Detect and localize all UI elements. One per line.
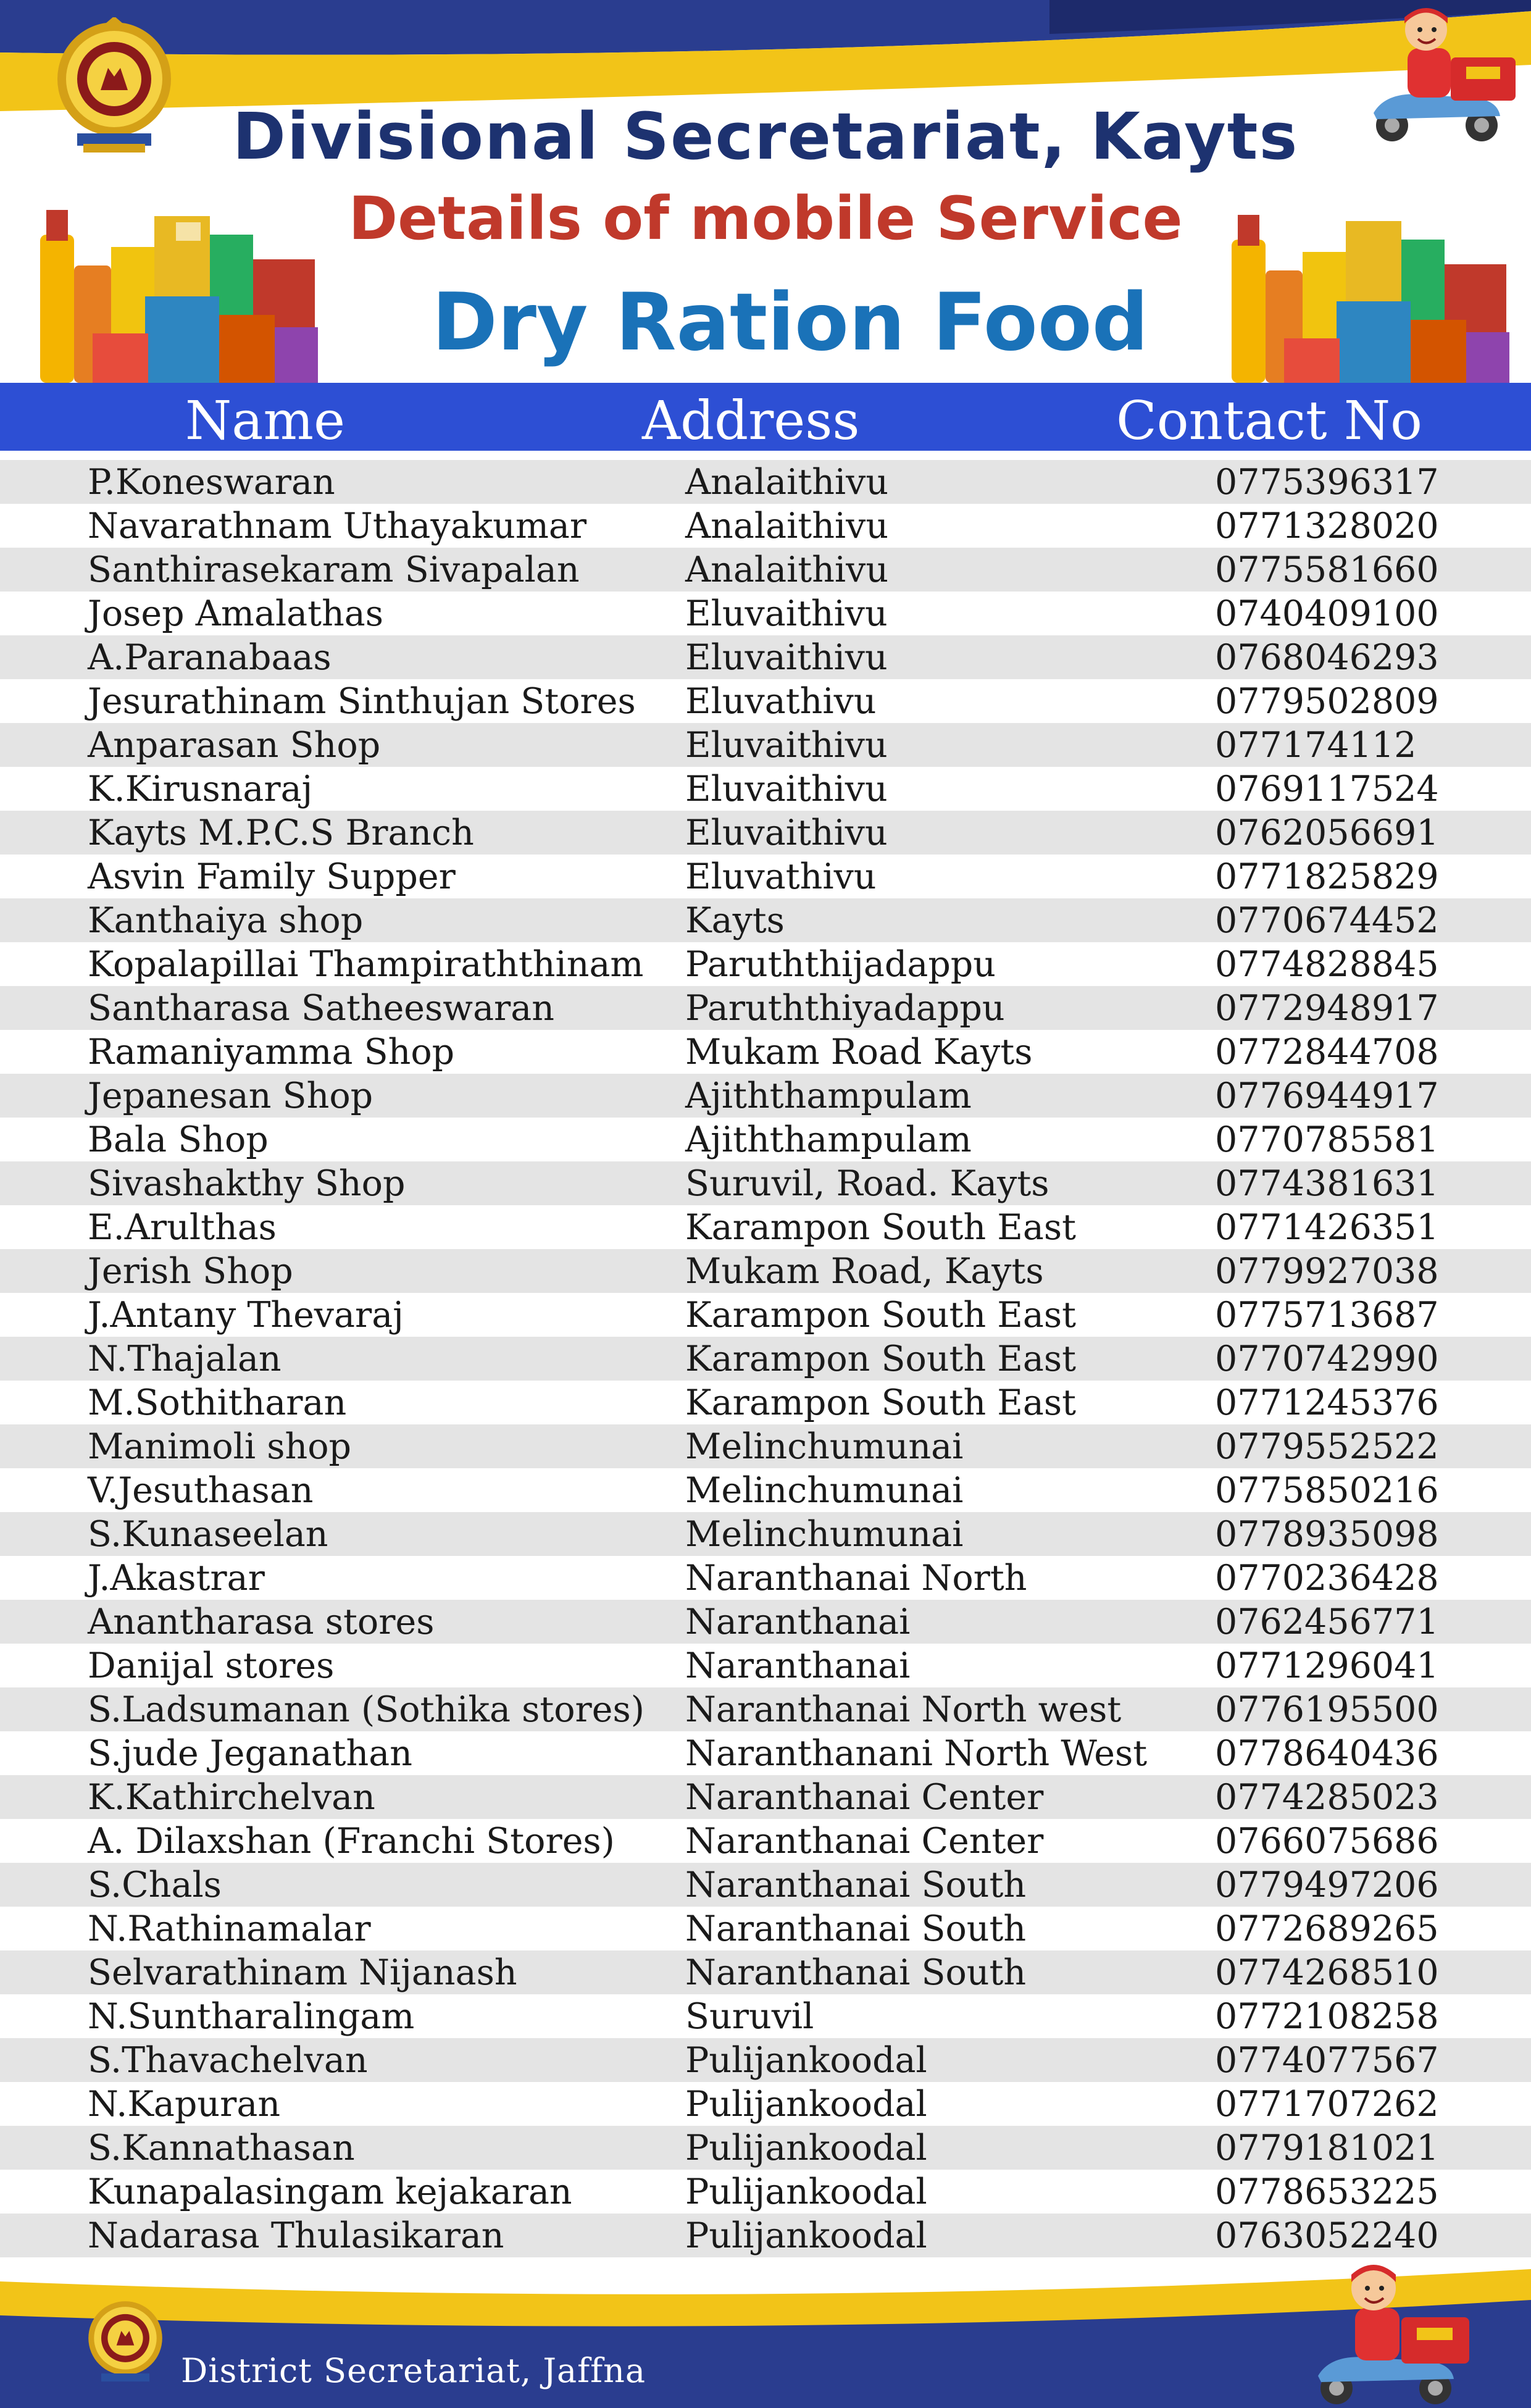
page-title: Divisional Secretariat, Kayts	[232, 99, 1299, 174]
table-row	[0, 2082, 1531, 2126]
cell-contact: 0772689265	[1215, 1908, 1439, 1949]
cell-address: Paruththijadappu	[685, 944, 996, 985]
cell-address: Ajiththampulam	[685, 1119, 972, 1160]
cell-contact: 0771245376	[1215, 1382, 1439, 1423]
cell-address: Naranthanai Center	[685, 1777, 1044, 1818]
table-row	[0, 460, 1531, 504]
cell-name: Sivashakthy Shop	[88, 1163, 406, 1204]
cell-name: Kunapalasingam kejakaran	[88, 2172, 572, 2212]
cell-address: Eluvathivu	[685, 681, 877, 722]
cell-address: Karampon South East	[685, 1207, 1077, 1248]
cell-address: Analaithivu	[685, 506, 889, 546]
cell-name: Bala Shop	[88, 1119, 269, 1160]
cell-contact: 0769117524	[1215, 769, 1439, 809]
cell-contact: 0740409100	[1215, 593, 1439, 634]
sri-lanka-emblem-icon	[85, 2297, 165, 2389]
cell-name: S.Chals	[88, 1865, 222, 1905]
cell-contact: 0779552522	[1215, 1426, 1439, 1467]
table-row	[0, 1950, 1531, 1994]
cell-contact: 0771328020	[1215, 506, 1439, 546]
cell-name: Nadarasa Thulasikaran	[88, 2215, 504, 2256]
shop-list	[0, 460, 1531, 2257]
cell-address: Naranthanai Center	[685, 1821, 1044, 1862]
table-row	[0, 898, 1531, 942]
cell-contact: 0779502809	[1215, 681, 1439, 722]
cell-contact: 0775581660	[1215, 550, 1439, 590]
cell-contact: 0772844708	[1215, 1032, 1439, 1072]
cell-address: Eluvaithivu	[685, 593, 888, 634]
table-row	[0, 811, 1531, 855]
cell-name: Manimoli shop	[88, 1426, 351, 1467]
cell-name: K.Kirusnaraj	[88, 769, 313, 809]
cell-name: Asvin Family Supper	[88, 856, 456, 897]
cell-contact: 0774077567	[1215, 2040, 1439, 2081]
table-row	[0, 2214, 1531, 2257]
cell-address: Naranthanai South	[685, 1952, 1027, 1993]
cell-address: Naranthanai	[685, 1602, 911, 1642]
table-row	[0, 767, 1531, 811]
page-subtitle: Details of mobile Service	[348, 184, 1183, 253]
cell-contact: 077174112	[1215, 725, 1417, 766]
cell-contact: 0775713687	[1215, 1295, 1439, 1336]
table-row	[0, 942, 1531, 986]
cell-name: S.Ladsumanan (Sothika stores)	[88, 1689, 645, 1730]
table-row	[0, 1907, 1531, 1950]
cell-name: Josep Amalathas	[88, 593, 384, 634]
cell-address: Karampon South East	[685, 1382, 1077, 1423]
cell-contact: 0778935098	[1215, 1514, 1439, 1555]
cell-name: S.Kannathasan	[88, 2128, 355, 2168]
cell-name: Kayts M.P.C.S Branch	[88, 813, 474, 853]
table-row	[0, 723, 1531, 767]
cell-address: Eluvathivu	[685, 856, 877, 897]
cell-name: Anantharasa stores	[88, 1602, 435, 1642]
cell-contact: 0772948917	[1215, 988, 1439, 1029]
cell-address: Pulijankoodal	[685, 2215, 927, 2256]
table-row	[0, 1030, 1531, 1074]
cell-contact: 0775396317	[1215, 462, 1439, 503]
cell-name: M.Sothitharan	[88, 1382, 347, 1423]
cell-address: Melinchumunai	[685, 1470, 964, 1511]
cell-address: Pulijankoodal	[685, 2040, 927, 2081]
table-row	[0, 1644, 1531, 1687]
cell-contact: 0762456771	[1215, 1602, 1439, 1642]
table-row	[0, 1687, 1531, 1731]
cell-name: Anparasan Shop	[88, 725, 381, 766]
cell-contact: 0771825829	[1215, 856, 1439, 897]
cell-contact: 0778640436	[1215, 1733, 1439, 1774]
table-row	[0, 1731, 1531, 1775]
cell-contact: 0771296041	[1215, 1645, 1439, 1686]
cell-address: Mukam Road Kayts	[685, 1032, 1033, 1072]
cell-address: Ajiththampulam	[685, 1076, 972, 1116]
table-row	[0, 548, 1531, 592]
cell-address: Pulijankoodal	[685, 2172, 927, 2212]
food-delivery-scooter-icon	[1293, 2259, 1479, 2407]
cell-contact: 0775850216	[1215, 1470, 1439, 1511]
table-row	[0, 1381, 1531, 1424]
cell-contact: 0776195500	[1215, 1689, 1439, 1730]
cell-contact: 0779927038	[1215, 1251, 1439, 1292]
cell-name: Kopalapillai Thampiraththinam	[88, 944, 644, 985]
cell-address: Paruththiyadappu	[685, 988, 1005, 1029]
table-row	[0, 635, 1531, 679]
cell-address: Pulijankoodal	[685, 2128, 927, 2168]
cell-contact: 0776944917	[1215, 1076, 1439, 1116]
cell-name: Santharasa Satheeswaran	[88, 988, 555, 1029]
cell-contact: 0774285023	[1215, 1777, 1439, 1818]
cell-address: Karampon South East	[685, 1295, 1077, 1336]
cell-contact: 0770785581	[1215, 1119, 1439, 1160]
cell-address: Suruvil	[685, 1996, 814, 2037]
table-row	[0, 1074, 1531, 1118]
table-row	[0, 1600, 1531, 1644]
cell-address: Eluvaithivu	[685, 637, 888, 678]
table-row	[0, 1468, 1531, 1512]
cell-name: P.Koneswaran	[88, 462, 335, 503]
cell-address: Naranthanai South	[685, 1865, 1027, 1905]
table-row	[0, 1161, 1531, 1205]
cell-address: Naranthanai	[685, 1645, 911, 1686]
cell-contact: 0763052240	[1215, 2215, 1439, 2256]
table-row	[0, 986, 1531, 1030]
table-row	[0, 1118, 1531, 1161]
cell-name: Jepanesan Shop	[88, 1076, 373, 1116]
table-row	[0, 504, 1531, 548]
table-row	[0, 2126, 1531, 2170]
cell-address: Kayts	[685, 900, 785, 941]
cell-name: J.Akastrar	[88, 1558, 265, 1599]
cell-contact: 0770742990	[1215, 1339, 1439, 1379]
table-row	[0, 1556, 1531, 1600]
column-header-address: Address	[642, 390, 860, 452]
cell-name: V.Jesuthasan	[88, 1470, 314, 1511]
cell-address: Naranthanani North West	[685, 1733, 1148, 1774]
cell-contact: 0762056691	[1215, 813, 1439, 853]
cell-contact: 0766075686	[1215, 1821, 1439, 1862]
cell-contact: 0772108258	[1215, 1996, 1439, 2037]
cell-contact: 0779497206	[1215, 1865, 1439, 1905]
table-row	[0, 592, 1531, 635]
cell-contact: 0774828845	[1215, 944, 1439, 985]
column-header-name: Name	[185, 390, 345, 452]
cell-name: N.Thajalan	[88, 1339, 282, 1379]
cell-contact: 0771426351	[1215, 1207, 1439, 1248]
cell-contact: 0774268510	[1215, 1952, 1439, 1993]
cell-contact: 0770236428	[1215, 1558, 1439, 1599]
table-row	[0, 1424, 1531, 1468]
cell-name: Ramaniyamma Shop	[88, 1032, 455, 1072]
cell-name: S.Thavachelvan	[88, 2040, 368, 2081]
service-title: Dry Ration Food	[432, 277, 1149, 369]
footer-text: District Secretariat, Jaffna	[181, 2351, 646, 2390]
cell-name: Santhirasekaram Sivapalan	[88, 550, 580, 590]
cell-name: K.Kathirchelvan	[88, 1777, 375, 1818]
table-row	[0, 1994, 1531, 2038]
cell-contact: 0768046293	[1215, 637, 1439, 678]
cell-name: N.Kapuran	[88, 2084, 281, 2125]
cell-address: Mukam Road, Kayts	[685, 1251, 1044, 1292]
cell-address: Naranthanai North west	[685, 1689, 1122, 1730]
cell-address: Analaithivu	[685, 462, 889, 503]
cell-name: A. Dilaxshan (Franchi Stores)	[88, 1821, 615, 1862]
cell-contact: 0779181021	[1215, 2128, 1439, 2168]
table-row	[0, 1337, 1531, 1381]
table-row	[0, 1819, 1531, 1863]
cell-name: Kanthaiya shop	[88, 900, 364, 941]
table-row	[0, 1512, 1531, 1556]
cell-address: Melinchumunai	[685, 1514, 964, 1555]
cell-name: Navarathnam Uthayakumar	[88, 506, 587, 546]
table-row	[0, 1863, 1531, 1907]
cell-contact: 0770674452	[1215, 900, 1439, 941]
table-row	[0, 855, 1531, 898]
cell-address: Eluvaithivu	[685, 725, 888, 766]
cell-name: J.Antany Thevaraj	[88, 1295, 404, 1336]
table-row	[0, 679, 1531, 723]
cell-name: A.Paranabaas	[88, 637, 332, 678]
cell-address: Pulijankoodal	[685, 2084, 927, 2125]
cell-name: Jerish Shop	[88, 1251, 293, 1292]
cell-address: Naranthanai North	[685, 1558, 1027, 1599]
cell-name: E.Arulthas	[88, 1207, 277, 1248]
table-row	[0, 1293, 1531, 1337]
cell-address: Karampon South East	[685, 1339, 1077, 1379]
cell-name: N.Rathinamalar	[88, 1908, 371, 1949]
cell-name: S.jude Jeganathan	[88, 1733, 412, 1774]
cell-address: Melinchumunai	[685, 1426, 964, 1467]
cell-name: Selvarathinam Nijanash	[88, 1952, 517, 1993]
table-row	[0, 2170, 1531, 2214]
table-row	[0, 1775, 1531, 1819]
cell-name: S.Kunaseelan	[88, 1514, 328, 1555]
cell-contact: 0771707262	[1215, 2084, 1439, 2125]
table-header	[0, 383, 1531, 451]
cell-address: Analaithivu	[685, 550, 889, 590]
cell-name: Danijal stores	[88, 1645, 335, 1686]
cell-address: Naranthanai South	[685, 1908, 1027, 1949]
table-row	[0, 1205, 1531, 1249]
table-row	[0, 2038, 1531, 2082]
column-header-contact: Contact No	[1116, 390, 1422, 452]
cell-name: Jesurathinam Sinthujan Stores	[88, 681, 636, 722]
cell-address: Eluvaithivu	[685, 769, 888, 809]
cell-contact: 0774381631	[1215, 1163, 1439, 1204]
cell-address: Eluvaithivu	[685, 813, 888, 853]
table-row	[0, 1249, 1531, 1293]
cell-name: N.Suntharalingam	[88, 1996, 415, 2037]
cell-contact: 0778653225	[1215, 2172, 1439, 2212]
cell-address: Suruvil, Road. Kayts	[685, 1163, 1049, 1204]
